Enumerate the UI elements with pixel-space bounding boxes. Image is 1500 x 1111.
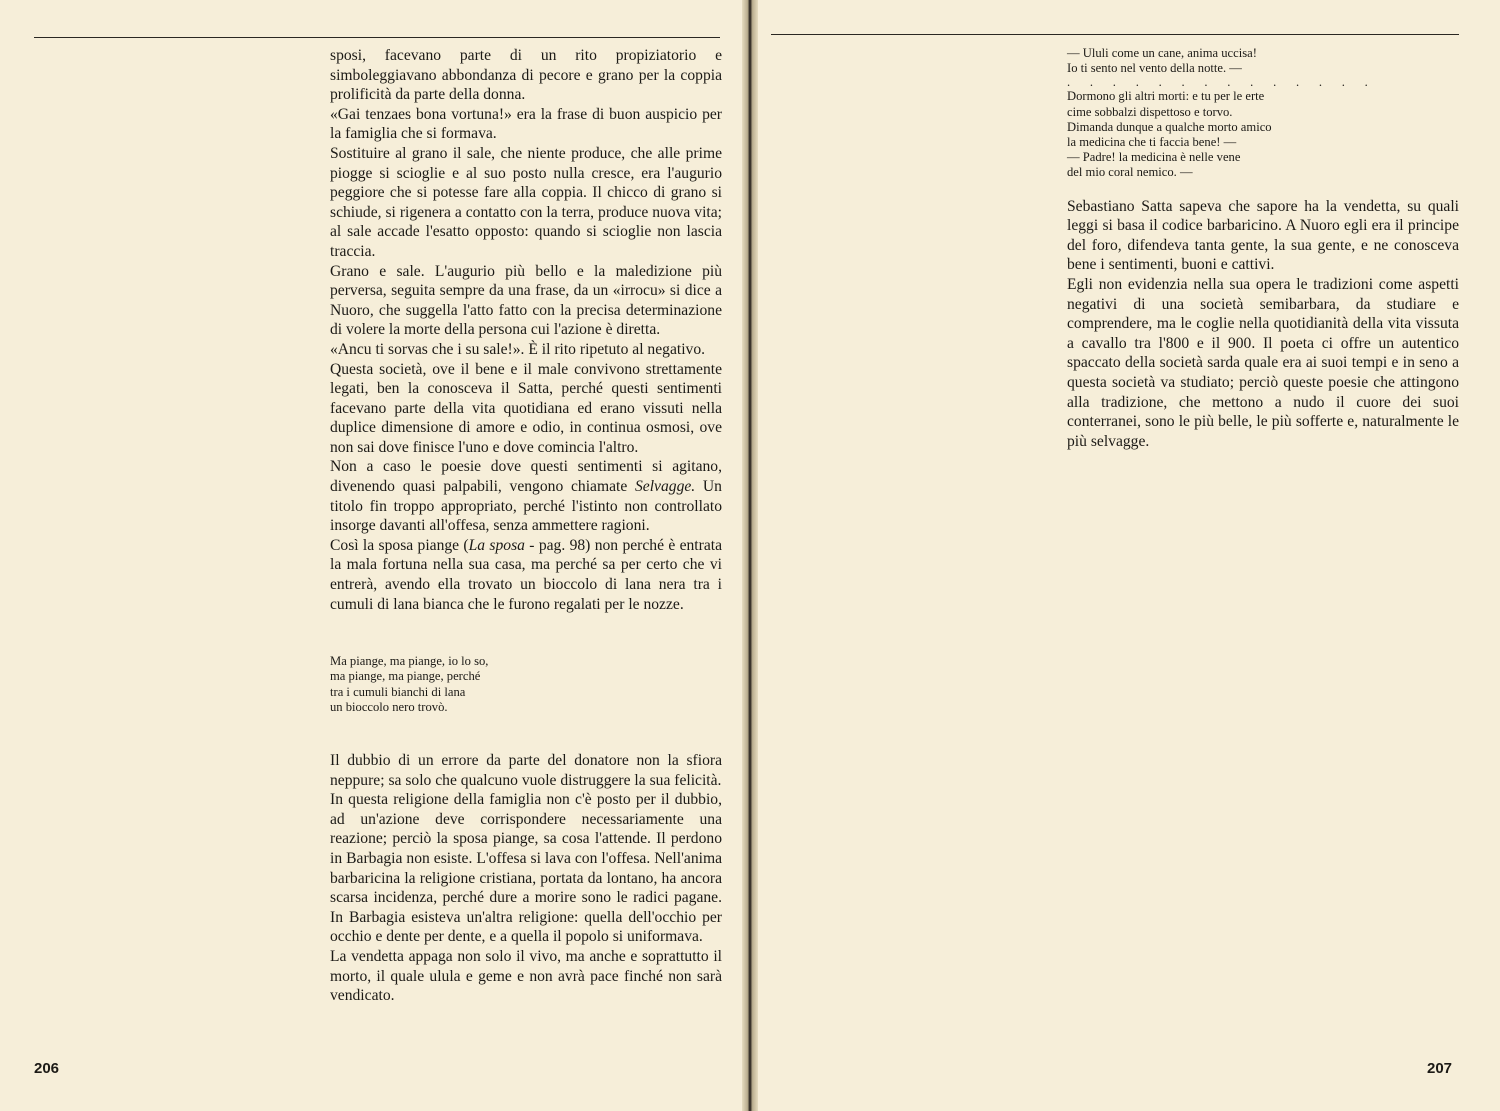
paragraph: Grano e sale. L'augurio più bello e la maledizione più perversa, seguita sempre da una frase, da un «irrocu» si dice a Nuoro, che suggella l'atto fatto con la precisa determinazione di volere la morte della persona cui l'azione è diretta. xyxy=(330,262,722,339)
verse-line: tra i cumuli bianchi di lana xyxy=(330,684,466,699)
italic-title: La sposa xyxy=(468,536,525,554)
paragraph: Questa società, ove il bene e il male convivono strettamente legati, ben la conosceva il Satta, perché questi sentimenti facevano parte della vita quotidiana ed erano vissuti nella duplice dimensione di amore e odio, in continua osmosi, ove non sai dove finisce l'uno e dove comincia l'altro. xyxy=(330,360,722,456)
verse-line: Io ti sento nel vento della notte. — xyxy=(1067,61,1242,76)
paragraph-text: Così la sposa piange ( xyxy=(330,536,469,554)
italic-title: Selvagge. xyxy=(635,478,696,496)
paragraph: sposi, facevano parte di un rito propiziatorio e simboleggiavano abbondanza di pecore e grano per la coppia prolificità da parte della donna. xyxy=(330,47,722,104)
verse-line: un bioccolo nero trovò. xyxy=(330,699,448,714)
paragraph: Egli non evidenzia nella sua opera le tradizioni come aspetti negativi di una società semibarbara, da studiare e comprendere, ma le coglie nella quotidianità della vita vissuta a cavallo tra l'800 e il 900. Il poeta ci offre un autentico spaccato della società sarda quale era ai suoi tempi e in seno a questa società va studiato; perciò queste poesie che attingono alla tradizione, che mettono a nudo il cuore dei suoi conterranei, sono le più belle, le più sofferte e, naturalmente le più selvagge. xyxy=(1067,276,1459,450)
paragraph-text: Non a caso le poesie dove questi sentimenti si agitano, divenendo quasi palpabili, vengono chiamate xyxy=(330,458,722,496)
paragraph-sposa xyxy=(330,536,722,614)
paragraph: Il dubbio di un errore da parte del donatore non la sfiora neppure; sa solo che qualcuno vuole distruggere la sua felicità. xyxy=(330,752,722,789)
paragraph: «Gai tenzaes bona vortuna!» era la frase di buon auspicio per la famiglia che si formava. xyxy=(330,105,722,143)
verse-line: la medicina che ti faccia bene! — xyxy=(1067,135,1237,150)
left-header-rule xyxy=(34,37,720,38)
verse-line: del mio coral nemico. — xyxy=(1067,165,1193,180)
verse-block xyxy=(1067,46,1459,181)
verse-block xyxy=(330,654,722,715)
page-number-right: 207 xyxy=(1427,1060,1453,1077)
verse-line: — Ululi come un cane, anima uccisa! xyxy=(1067,46,1257,60)
verse-line: ma piange, ma piange, perché xyxy=(330,669,481,684)
ellipsis-dots: . . . . . . . . . . . . . . xyxy=(1067,75,1377,90)
verse-line: Dimanda dunque a qualche morto amico xyxy=(1067,119,1272,134)
paragraph: «Ancu ti sorvas che i su sale!». È il rito ripetuto al negativo. xyxy=(330,340,706,358)
page-number-left: 206 xyxy=(34,1060,60,1077)
paragraph: Sostituire al grano il sale, che niente produce, che alle prime piogge si scioglie e al suo posto nulla cresce, era l'augurio peggiore che si potesse fare alla coppia. Il chicco di grano si schiude, si rigenera a contatto con la terra, produce nuova vita; al sale accade l'esatto opposto: quando si scioglie non lascia traccia. xyxy=(330,144,722,260)
book-gutter xyxy=(742,0,758,1111)
paragraph: Sebastiano Satta sapeva che sapore ha la vendetta, su quali leggi si basa il codice barbaricino. A Nuoro egli era il principe del foro, difendeva tanta gente, la sua gente, e ne conosceva bene i sentimenti, buoni e cattivi. xyxy=(1067,197,1459,274)
paragraph-text: Un titolo fin troppo appropriato, perché l'istinto non controllato insorge davanti all'offesa, senza ammettere ragioni. xyxy=(330,478,722,535)
paragraph-selvagge xyxy=(330,457,722,535)
paragraph-text: - pag. 98) non perché è entrata la mala fortuna nella sua casa, ma perché sa per certo che vi entrerà, avendo ella trovato un bioccolo di lana nera tra i cumuli di lana bianca che le furono regalati per le nozze. xyxy=(330,536,723,613)
verse-line: Ma piange, ma piange, io lo so, xyxy=(330,654,489,669)
verse-line: — Padre! la medicina è nelle vene xyxy=(1067,150,1241,165)
verse-line: cime sobbalzi dispettoso e torvo. xyxy=(1067,104,1233,119)
right-header-rule xyxy=(771,34,1459,35)
right-text-column xyxy=(1067,46,1459,451)
left-text-column xyxy=(330,46,722,1006)
paragraph: La vendetta appaga non solo il vivo, ma anche e soprattutto il morto, il quale ulula e geme e non avrà pace finché non sarà vendicato. xyxy=(330,947,722,1005)
paragraph: In questa religione della famiglia non c'è posto per il dubbio, ad un'azione deve corrispondere necessariamente una reazione; perciò la sposa piange, sa cosa l'attende. Il perdono in Barbagia non esiste. L'offesa si lava con l'offesa. Nell'anima barbaricina la religione cristiana, portata da lontano, ha ancora scarsa incidenza, perché dure a morire sono le radici pagane. In Barbagia esisteva un'altra religione: quella dell'occhio per occhio e dente per dente, e a quella il popolo si uniformava. xyxy=(330,791,722,946)
verse-line: Dormono gli altri morti: e tu per le erte xyxy=(1067,89,1265,104)
